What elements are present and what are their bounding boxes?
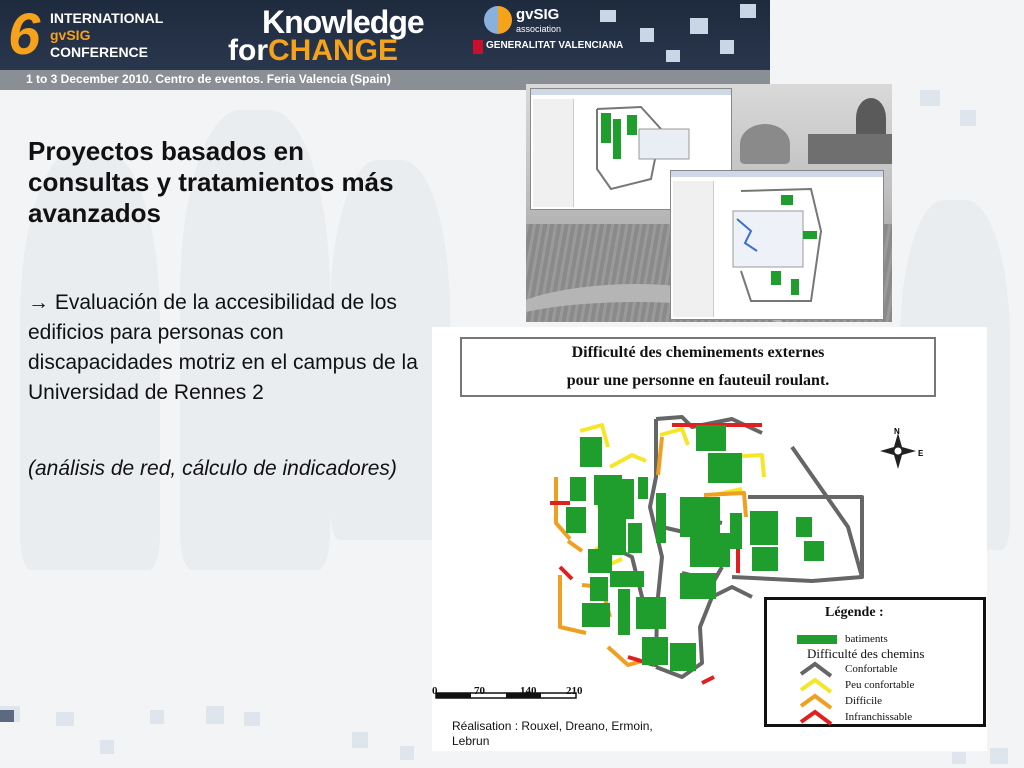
buildings-swatch xyxy=(797,635,837,644)
legend-item-confortable: Confortable xyxy=(845,663,898,675)
for-change-title: forCHANGE xyxy=(228,34,399,67)
scale-bar xyxy=(436,693,576,698)
legend-item-difficile: Difficile xyxy=(845,695,883,707)
map-legend xyxy=(764,597,986,727)
slide-title: Proyectos basados en consultas y tratamientos más avanzados xyxy=(28,136,394,228)
compass-n-label: N xyxy=(894,427,900,436)
event-date: 1 to 3 December 2010. Centro de eventos. Feria Valencia (Spain) xyxy=(26,72,391,86)
legend-item-infranchissable: Infranchissable xyxy=(845,711,913,723)
map-title: Difficulté des cheminements externes pour une personne en fauteuil roulant. xyxy=(460,337,936,397)
map-credit: Réalisation : Rouxel, Dreano, Ermoin, Lebrun xyxy=(452,719,653,748)
gvsig-logo-icon xyxy=(484,6,512,34)
compass-e-label: E xyxy=(918,449,924,458)
legend-subtitle: Difficulté des chemins xyxy=(807,646,925,661)
legend-title: Légende : xyxy=(825,605,884,620)
slide-paragraph: → Evaluación de la accesibilidad de los edificios para personas con discapacidades motriz en el campus de la Universidad de Rennes 2 xyxy=(28,291,418,404)
generalitat-shield-icon xyxy=(473,40,483,54)
gvsig-association-logo: gvSIG association xyxy=(516,6,562,34)
knowledge-title: Knowledge xyxy=(262,4,424,40)
edition-number: 6 xyxy=(8,2,41,67)
screenshot-window xyxy=(670,170,884,320)
conference-name: INTERNATIONAL gvSIG CONFERENCE xyxy=(50,10,164,60)
compass-icon xyxy=(880,433,916,469)
legend-buildings: batiments xyxy=(845,633,888,645)
accessibility-map: Difficulté des cheminements externes pour une personne en fauteuil roulant. N E 0 70 140 210 Légende : batiments Difficulté des chemins Confortable Peu confortable Difficile Infranchissable Réalisation : Rouxel, Dreano, Ermoin, Lebrun xyxy=(432,327,987,751)
conference-banner xyxy=(0,0,770,90)
campus-photo-with-screenshots xyxy=(526,84,892,322)
generalitat-logo: GENERALITAT VALENCIANA xyxy=(486,40,624,51)
slide-paragraph-italic: (análisis de red, cálculo de indicadores) xyxy=(28,457,397,480)
legend-item-peu-confortable: Peu confortable xyxy=(845,679,915,691)
